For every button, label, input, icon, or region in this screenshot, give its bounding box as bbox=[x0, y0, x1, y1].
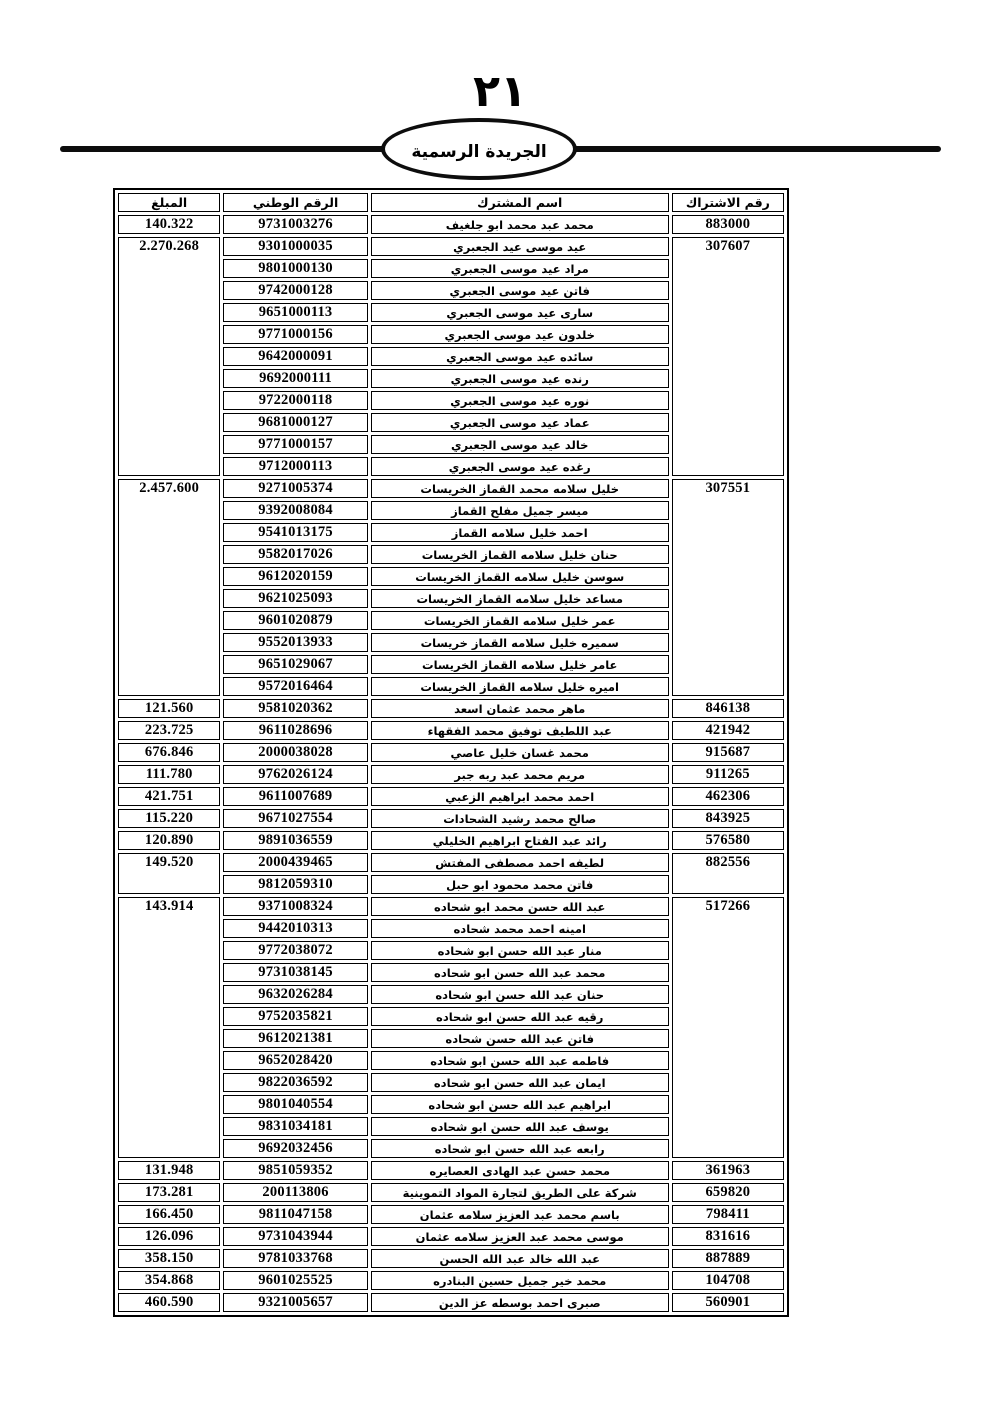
amount-cell: 460.590 bbox=[118, 1293, 220, 1312]
subscriber-name-cell: يوسف عبد الله حسن ابو شحاده bbox=[371, 1117, 669, 1136]
national-id-cell: 9712000113 bbox=[223, 457, 367, 476]
national-id-cell: 9772038072 bbox=[223, 941, 367, 960]
subscriber-name-cell: عبد الله حسن محمد ابو شحاده bbox=[371, 897, 669, 916]
subscriber-name-cell: اميره خليل سلامه القماز الخريسات bbox=[371, 677, 669, 696]
national-id-cell: 9891036559 bbox=[223, 831, 367, 850]
table-row bbox=[118, 897, 784, 916]
header-national-id: الرقم الوطني bbox=[223, 193, 367, 212]
table-row bbox=[118, 479, 784, 498]
subscriber-name-cell: فاتن عيد موسى الجعبري bbox=[371, 281, 669, 300]
national-id-cell: 9781033768 bbox=[223, 1249, 367, 1268]
national-id-cell: 9742000128 bbox=[223, 281, 367, 300]
amount-cell: 111.780 bbox=[118, 765, 220, 784]
subscriber-name-cell: ميسر جميل مفلح القماز bbox=[371, 501, 669, 520]
header-subscription-number: رقم الاشتراك bbox=[672, 193, 784, 212]
national-id-cell: 9621025093 bbox=[223, 589, 367, 608]
national-id-cell: 9771000156 bbox=[223, 325, 367, 344]
subscriber-name-cell: خليل سلامه محمد القماز الخريسات bbox=[371, 479, 669, 498]
table-row bbox=[118, 853, 784, 872]
gazette-banner-ellipse bbox=[381, 118, 577, 180]
amount-cell: 2.270.268 bbox=[118, 237, 220, 476]
subscriber-name-cell: سائده عيد موسى الجعبري bbox=[371, 347, 669, 366]
amount-cell: 143.914 bbox=[118, 897, 220, 1158]
subscription-number-cell: 882556 bbox=[672, 853, 784, 894]
amount-cell: 354.868 bbox=[118, 1271, 220, 1290]
table-row bbox=[118, 1271, 784, 1290]
subscriber-name-cell: عماد عيد موسى الجعبري bbox=[371, 413, 669, 432]
page-number: ٢١ bbox=[473, 66, 527, 117]
subscriber-name-cell: سارى عيد موسى الجعبري bbox=[371, 303, 669, 322]
amount-cell: 131.948 bbox=[118, 1161, 220, 1180]
subscription-number-cell: 915687 bbox=[672, 743, 784, 762]
national-id-cell: 9731038145 bbox=[223, 963, 367, 982]
national-id-cell: 2000439465 bbox=[223, 853, 367, 872]
table-row bbox=[118, 699, 784, 718]
national-id-cell: 9681000127 bbox=[223, 413, 367, 432]
table-body bbox=[118, 215, 784, 1312]
amount-cell: 676.846 bbox=[118, 743, 220, 762]
table-row bbox=[118, 215, 784, 234]
subscriber-name-cell: فاتن محمد محمود ابو حبل bbox=[371, 875, 669, 894]
table-row bbox=[118, 1161, 784, 1180]
subscription-number-cell: 846138 bbox=[672, 699, 784, 718]
subscription-number-cell: 560901 bbox=[672, 1293, 784, 1312]
national-id-cell: 9731043944 bbox=[223, 1227, 367, 1246]
table-row bbox=[118, 1227, 784, 1246]
subscriber-name-cell: محمد عبد الله حسن ابو شحاده bbox=[371, 963, 669, 982]
subscription-number-cell: 911265 bbox=[672, 765, 784, 784]
table-row bbox=[118, 765, 784, 784]
national-id-cell: 9572016464 bbox=[223, 677, 367, 696]
amount-cell: 421.751 bbox=[118, 787, 220, 806]
national-id-cell: 9582017026 bbox=[223, 545, 367, 564]
subscriber-name-cell: مريم محمد عبد ربه جبر bbox=[371, 765, 669, 784]
national-id-cell: 9541013175 bbox=[223, 523, 367, 542]
table-row bbox=[118, 1205, 784, 1224]
amount-cell: 126.096 bbox=[118, 1227, 220, 1246]
national-id-cell: 2000038028 bbox=[223, 743, 367, 762]
subscriber-name-cell: احمد خليل سلامه القماز bbox=[371, 523, 669, 542]
national-id-cell: 9771000157 bbox=[223, 435, 367, 454]
amount-cell: 140.322 bbox=[118, 215, 220, 234]
national-id-cell: 9371008324 bbox=[223, 897, 367, 916]
subscription-number-cell: 883000 bbox=[672, 215, 784, 234]
subscriber-name-cell: نوره عيد موسى الجعبري bbox=[371, 391, 669, 410]
national-id-cell: 9831034181 bbox=[223, 1117, 367, 1136]
national-id-cell: 9692032456 bbox=[223, 1139, 367, 1158]
national-id-cell: 200113806 bbox=[223, 1183, 367, 1202]
national-id-cell: 9812059310 bbox=[223, 875, 367, 894]
header-subscriber-name: اسم المشترك bbox=[371, 193, 669, 212]
table-row bbox=[118, 831, 784, 850]
national-id-cell: 9632026284 bbox=[223, 985, 367, 1004]
subscriber-name-cell: صبرى احمد بوسطه عز الدين bbox=[371, 1293, 669, 1312]
table-header-row bbox=[118, 193, 784, 212]
table-row bbox=[118, 1183, 784, 1202]
national-id-cell: 9671027554 bbox=[223, 809, 367, 828]
national-id-cell: 9601020879 bbox=[223, 611, 367, 630]
national-id-cell: 9301000035 bbox=[223, 237, 367, 256]
national-id-cell: 9611007689 bbox=[223, 787, 367, 806]
subscription-number-cell: 576580 bbox=[672, 831, 784, 850]
subscriber-name-cell: فاتن عبد الله حسن شحاده bbox=[371, 1029, 669, 1048]
subscriber-name-cell: عبد اللطيف توفيق محمد الفقهاء bbox=[371, 721, 669, 740]
subscriber-name-cell: سميره خليل سلامه القماز خريسات bbox=[371, 633, 669, 652]
subscriber-name-cell: احمد محمد ابراهيم الزعبي bbox=[371, 787, 669, 806]
table-row bbox=[118, 743, 784, 762]
table-row bbox=[118, 721, 784, 740]
subscriber-name-cell: شركة على الطريق لتجارة المواد التموينية bbox=[371, 1183, 669, 1202]
national-id-cell: 9392008084 bbox=[223, 501, 367, 520]
table-row bbox=[118, 787, 784, 806]
subscription-number-cell: 462306 bbox=[672, 787, 784, 806]
subscriber-name-cell: لطيفه احمد مصطفى المفتش bbox=[371, 853, 669, 872]
national-id-cell: 9801000130 bbox=[223, 259, 367, 278]
amount-cell: 223.725 bbox=[118, 721, 220, 740]
subscriber-name-cell: ايمان عبد الله حسن ابو شحاده bbox=[371, 1073, 669, 1092]
amount-cell: 173.281 bbox=[118, 1183, 220, 1202]
amount-cell: 120.890 bbox=[118, 831, 220, 850]
subscriber-name-cell: محمد حسن عبد الهادى العصايره bbox=[371, 1161, 669, 1180]
amount-cell: 149.520 bbox=[118, 853, 220, 894]
subscriber-name-cell: عبد الله خالد عبد الله الحسن bbox=[371, 1249, 669, 1268]
amount-cell: 358.150 bbox=[118, 1249, 220, 1268]
subscription-number-cell: 798411 bbox=[672, 1205, 784, 1224]
national-id-cell: 9752035821 bbox=[223, 1007, 367, 1026]
subscriber-name-cell: صالح محمد رشيد الشحادات bbox=[371, 809, 669, 828]
amount-cell: 166.450 bbox=[118, 1205, 220, 1224]
national-id-cell: 9442010313 bbox=[223, 919, 367, 938]
national-id-cell: 9552013933 bbox=[223, 633, 367, 652]
subscriber-name-cell: ابراهيم عبد الله حسن ابو شحاده bbox=[371, 1095, 669, 1114]
subscriber-name-cell: عامر خليل سلامه القماز الخريسات bbox=[371, 655, 669, 674]
subscriber-name-cell: فاطمه عبد الله حسن ابو شحاده bbox=[371, 1051, 669, 1070]
national-id-cell: 9611028696 bbox=[223, 721, 367, 740]
header-amount: المبلغ bbox=[118, 193, 220, 212]
national-id-cell: 9601025525 bbox=[223, 1271, 367, 1290]
subscriber-name-cell: رقيه عبد الله حسن ابو شحاده bbox=[371, 1007, 669, 1026]
national-id-cell: 9612020159 bbox=[223, 567, 367, 586]
national-id-cell: 9581020362 bbox=[223, 699, 367, 718]
subscription-number-cell: 887889 bbox=[672, 1249, 784, 1268]
subscription-number-cell: 307551 bbox=[672, 479, 784, 696]
national-id-cell: 9692000111 bbox=[223, 369, 367, 388]
subscriber-name-cell: مساعد خليل سلامه القماز الخريسات bbox=[371, 589, 669, 608]
amount-cell: 121.560 bbox=[118, 699, 220, 718]
national-id-cell: 9811047158 bbox=[223, 1205, 367, 1224]
subscriber-name-cell: امينه احمد محمد شحاده bbox=[371, 919, 669, 938]
subscriber-name-cell: عيد موسى عيد الجعبري bbox=[371, 237, 669, 256]
table-row bbox=[118, 237, 784, 256]
subscriber-name-cell: باسم محمد عبد العزيز سلامه عثمان bbox=[371, 1205, 669, 1224]
subscriber-name-cell: محمد عبد محمد ابو جلغيف bbox=[371, 215, 669, 234]
national-id-cell: 9801040554 bbox=[223, 1095, 367, 1114]
gazette-title: الجريدة الرسمية bbox=[411, 142, 547, 162]
subscriber-name-cell: موسى محمد عبد العزيز سلامه عثمان bbox=[371, 1227, 669, 1246]
subscriber-name-cell: مراد عيد موسى الجعبري bbox=[371, 259, 669, 278]
subscription-number-cell: 517266 bbox=[672, 897, 784, 1158]
national-id-cell: 9321005657 bbox=[223, 1293, 367, 1312]
subscribers-table bbox=[113, 188, 789, 1317]
national-id-cell: 9612021381 bbox=[223, 1029, 367, 1048]
national-id-cell: 9652028420 bbox=[223, 1051, 367, 1070]
subscribers-table-container bbox=[113, 188, 789, 1317]
table-row bbox=[118, 1249, 784, 1268]
amount-cell: 2.457.600 bbox=[118, 479, 220, 696]
subscription-number-cell: 831616 bbox=[672, 1227, 784, 1246]
subscriber-name-cell: ماهر محمد عثمان اسعد bbox=[371, 699, 669, 718]
subscriber-name-cell: محمد غسان خليل عاصي bbox=[371, 743, 669, 762]
subscription-number-cell: 659820 bbox=[672, 1183, 784, 1202]
subscriber-name-cell: عمر خليل سلامه القماز الخريسات bbox=[371, 611, 669, 630]
subscription-number-cell: 361963 bbox=[672, 1161, 784, 1180]
national-id-cell: 9851059352 bbox=[223, 1161, 367, 1180]
subscriber-name-cell: رغده عيد موسى الجعبري bbox=[371, 457, 669, 476]
subscription-number-cell: 843925 bbox=[672, 809, 784, 828]
subscriber-name-cell: محمد خير جميل حسين البنادره bbox=[371, 1271, 669, 1290]
subscriber-name-cell: منار عبد الله حسن ابو شحاده bbox=[371, 941, 669, 960]
subscription-number-cell: 421942 bbox=[672, 721, 784, 740]
subscriber-name-cell: رابعه عبد الله حسن ابو شحاده bbox=[371, 1139, 669, 1158]
national-id-cell: 9762026124 bbox=[223, 765, 367, 784]
national-id-cell: 9731003276 bbox=[223, 215, 367, 234]
subscriber-name-cell: سوسن خليل سلامه القماز الخريسات bbox=[371, 567, 669, 586]
amount-cell: 115.220 bbox=[118, 809, 220, 828]
table-row bbox=[118, 809, 784, 828]
national-id-cell: 9822036592 bbox=[223, 1073, 367, 1092]
subscriber-name-cell: رنده عيد موسى الجعبري bbox=[371, 369, 669, 388]
national-id-cell: 9651029067 bbox=[223, 655, 367, 674]
subscriber-name-cell: خالد عيد موسى الجعبري bbox=[371, 435, 669, 454]
national-id-cell: 9651000113 bbox=[223, 303, 367, 322]
subscriber-name-cell: حنان عبد الله حسن ابو شحاده bbox=[371, 985, 669, 1004]
subscriber-name-cell: حنان خليل سلامه القماز الخريسات bbox=[371, 545, 669, 564]
subscription-number-cell: 307607 bbox=[672, 237, 784, 476]
national-id-cell: 9722000118 bbox=[223, 391, 367, 410]
subscriber-name-cell: رائد عبد الفتاح ابراهيم الخليلي bbox=[371, 831, 669, 850]
subscription-number-cell: 104708 bbox=[672, 1271, 784, 1290]
national-id-cell: 9642000091 bbox=[223, 347, 367, 366]
table-row bbox=[118, 1293, 784, 1312]
subscriber-name-cell: خلدون عيد موسى الجعبري bbox=[371, 325, 669, 344]
national-id-cell: 9271005374 bbox=[223, 479, 367, 498]
